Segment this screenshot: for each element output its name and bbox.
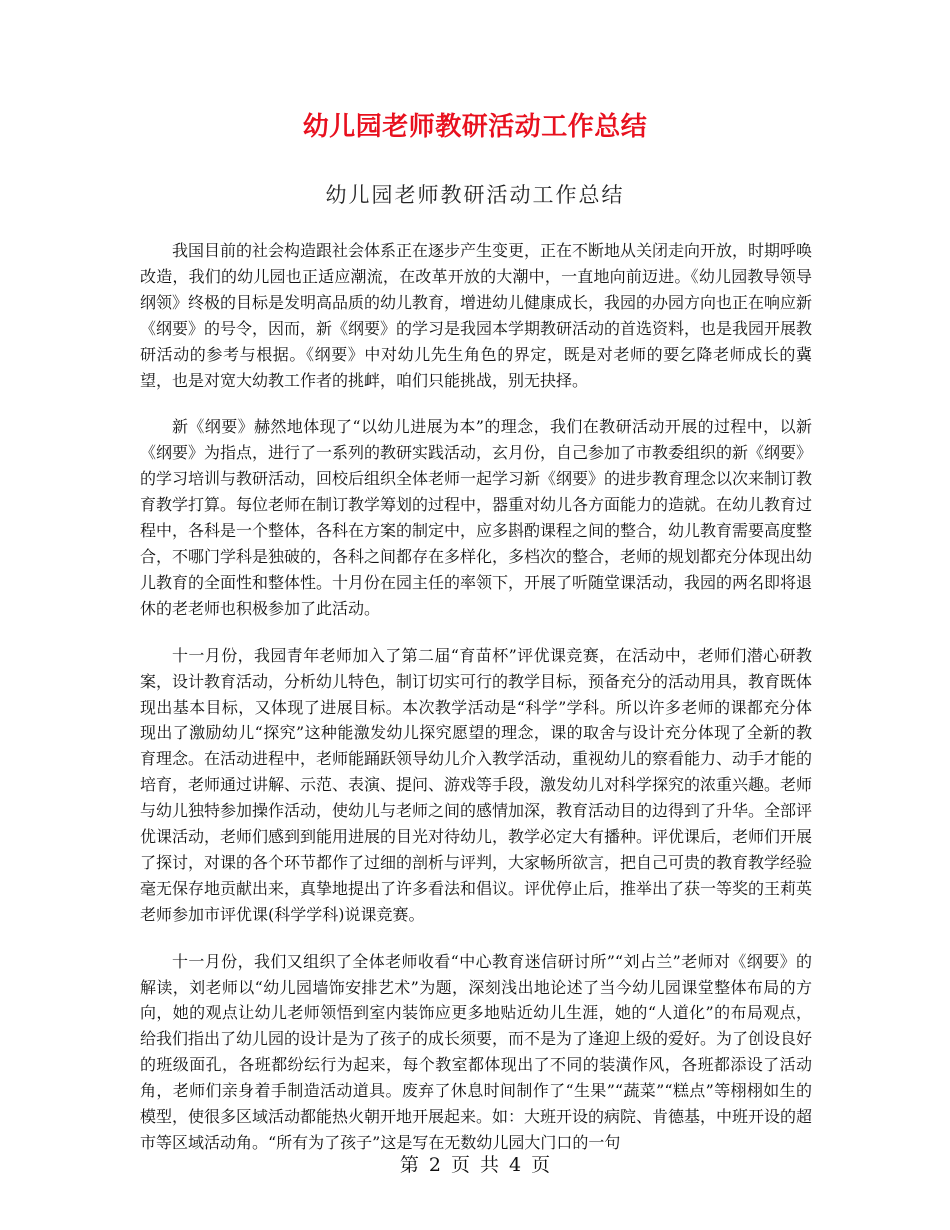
paragraph-2: 新《纲要》赫然地体现了“以幼儿进展为本”的理念，我们在教研活动开展的过程中，以新《纲要》为指点，进行了一系列的教研实践活动，玄月份，自己参加了市教委组织的新《纲要》的学习培训与教研活动，回校后组织全体老师一起学习新《纲要》的进步教育理念以次来制订教育教学打算。每位老师在制订教学筹划的过程中，器重对幼儿各方面能力的造就。在幼儿教育过程中，各科是一个整体，各科在方案的制定中，应多斟酌课程之间的整合，幼儿教育需要高度整合，不哪门学科是独破的，各科之间都存在多样化，多档次的整合，老师的规划都充分体现出幼儿教育的全面性和整体性。十月份在园主任的率领下，开展了听随堂课活动，我园的两名即将退休的老老师也积极参加了此活动。 [140,417,813,618]
paragraph-1: 我国目前的社会构造跟社会体系正在逐步产生变更，正在不断地从关闭走向开放，时期呼唤改造，我们的幼儿园也正适应潮流，在改革开放的大潮中，一直地向前迈进。《幼儿园教导领导纲领》终极的目标是发明高品质的幼儿教育，增进幼儿健康成长，我园的办园方向也正在响应新《纲要》的号令，因而，新《纲要》的学习是我园本学期教研活动的首选资料，也是我园开展教研活动的参考与根据。《纲要》中对幼儿先生角色的界定，既是对老师的要乞降老师成长的冀望，也是对宽大幼教工作者的挑衅，咱们只能挑战，别无抉择。 [140,241,813,390]
paragraph-4: 十一月份，我们又组织了全体老师收看“中心教育迷信研讨所”“刘占兰”老师对《纲要》的解读，刘老师以“幼儿园墙饰安排艺术”为题，深刻浅出地论述了当今幼儿园课堂整体布局的方向，她的观点让幼儿老师领悟到室内装饰应更多地贴近幼儿生涯，她的“人道化”的布局观点，给我们指出了幼儿园的设计是为了孩子的成长须要，而不是为了逢迎上级的爱好。为了创设良好的班级面孔，各班都纷纭行为起来，每个教室都体现出了不同的装潢作风，各班都添设了活动角，老师们亲身着手制造活动道具。废弃了休息时间制作了“生果”“蔬菜”“糕点”等栩栩如生的模型，使很多区域活动都能热火朝开地开展起来。如：大班开设的病院、肯德基，中班开设的超市等区域活动角。“所有为了孩子”这是写在无数幼儿园大门口的一句 [140,951,813,1152]
document-body [140,238,812,1177]
paragraph-3: 十一月份，我园青年老师加入了第二届“育苗杯”评优课竞赛，在活动中，老师们潜心研教案，设计教育活动，分析幼儿特色，制订切实可行的教学目标，预备充分的活动用具，教育既体现出基本目标，又体现了进展目标。本次教学活动是“科学”学科。所以许多老师的课都充分体现出了激励幼儿“探究”这种能激发幼儿探究愿望的理念，课的取舍与设计充分体现了全新的教育理念。在活动进程中，老师能踊跃领导幼儿介入教学活动，重视幼儿的察看能力、动手才能的培育，老师通过讲解、示范、表演、提问、游戏等手段，激发幼儿对科学探究的浓重兴趣。老师与幼儿独特参加操作活动，使幼儿与老师之间的感情加深，教育活动目的边得到了升华。全部评优课活动，老师们感到到能用进展的目光对待幼儿，教学必定大有播种。评优课后，老师们开展了探讨，对课的各个环节都作了过细的剖析与评判，大家畅所欲言，把自己可贵的教育教学经验毫无保存地贡献出来，真挚地提出了许多看法和倡议。评优停止后，推举出了获一等奖的王莉英老师参加市评优课(科学学科)说课竞赛。 [140,645,813,924]
document-subtitle: 幼儿园老师教研活动工作总结 [325,183,625,207]
page-footer: 第 2 页 共 4 页 [399,1154,551,1176]
document-title: 幼儿园老师教研活动工作总结 [302,112,648,142]
